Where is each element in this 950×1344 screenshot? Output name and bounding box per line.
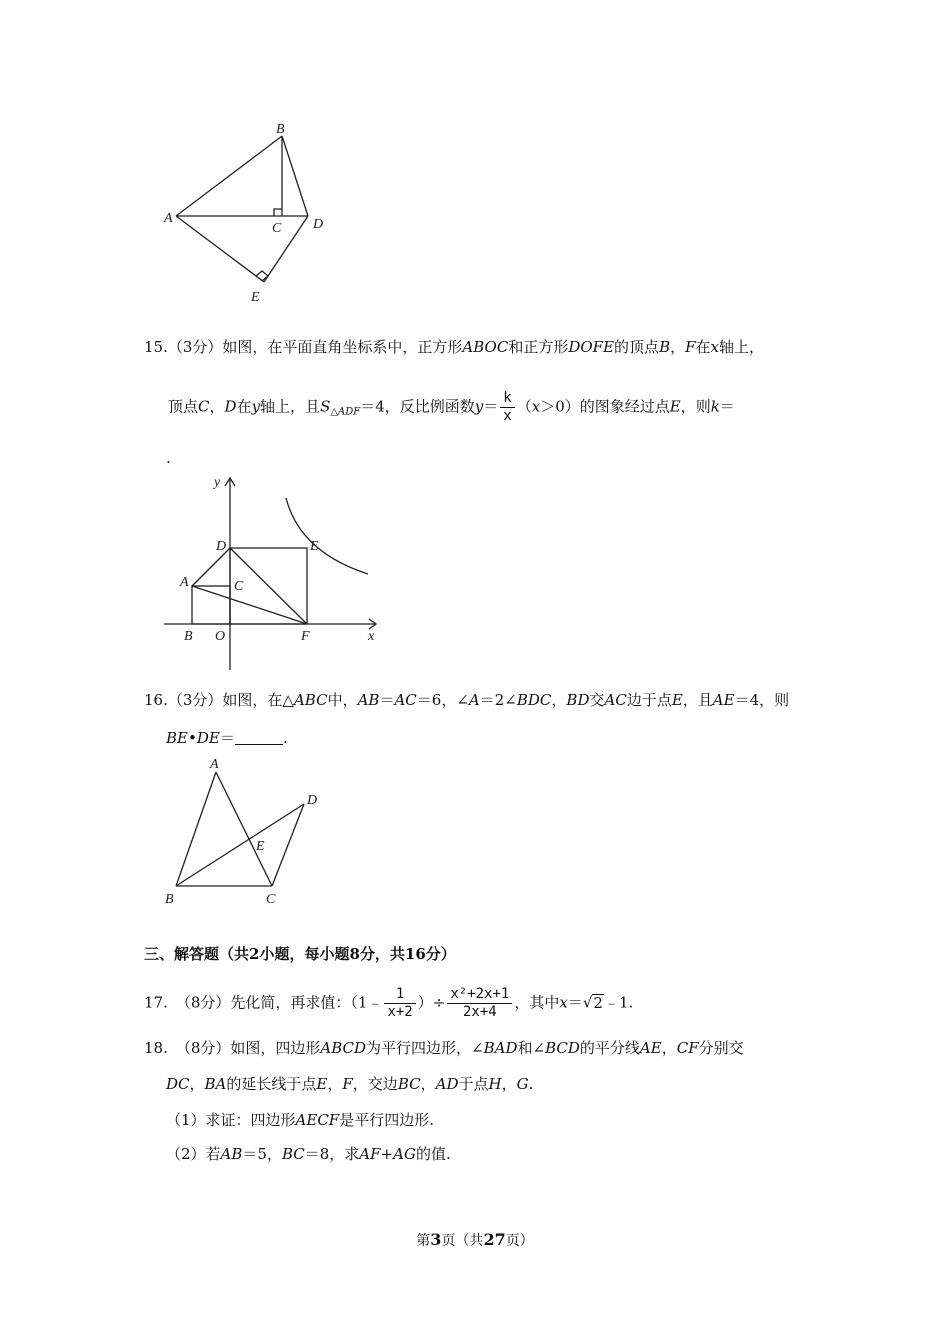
section-heading: 三、解答题（共2小题，每小题8分，共16分）: [144, 945, 456, 963]
q17-line: 17. （8分）先化简，再求值：（1﹣ $\frac{1}{x+2}$ ）÷ $\frac{\text{x²+2x+1}}{2x+4}$ ，其中x＝√2﹣1.: [144, 986, 634, 1020]
label-x: x: [368, 629, 375, 644]
figure-q16: [160, 752, 340, 912]
label-e: E: [251, 290, 260, 305]
label-c: C: [234, 579, 244, 594]
segment-ab: [176, 136, 282, 216]
figure-q15: [160, 470, 390, 675]
q15-line2: 顶点C，D在y轴上，且$S_{\triangle ADF}=4$，反比例函数y＝ $\frac{k}{x}$ （x＞0）的图象经过点E，则k＝: [168, 390, 735, 424]
figure-q14: [160, 118, 340, 308]
fraction-quadratic: $\frac{\text{x²+2x+1}}{2x+4}$: [447, 986, 512, 1021]
label-a: A: [180, 575, 189, 590]
label-b: B: [276, 122, 285, 137]
label-d: D: [216, 539, 227, 554]
label-o: O: [215, 629, 226, 644]
label-a: A: [210, 757, 219, 772]
segment-ab: [176, 772, 216, 886]
q15-line3: .: [166, 449, 171, 467]
label-d: D: [313, 217, 324, 232]
label-y: y: [214, 475, 221, 490]
right-angle-c: [274, 209, 282, 216]
q18-line1: 18. （8分）如图，四边形ABCD为平行四边形，∠BAD和∠BCD的平分线AE，CF分别交: [144, 1039, 744, 1057]
label-a: A: [164, 211, 173, 226]
q18-part1: （1）求证：四边形AECF是平行四边形.: [166, 1111, 434, 1129]
segment-cd: [272, 804, 304, 886]
label-f: F: [301, 629, 310, 644]
label-c: C: [266, 892, 276, 907]
fraction-1-over-x-plus-2: $\frac{1}{x+2}$: [384, 986, 415, 1021]
segment-bd: [176, 804, 304, 886]
label-d: D: [307, 793, 318, 808]
segment-ed: [264, 216, 308, 282]
hyperbola-curve: [286, 498, 368, 574]
segment-bd: [282, 136, 308, 216]
label-e: E: [256, 839, 265, 854]
q15-line1: 15.（3分）如图，在平面直角坐标系中，正方形ABOC和正方形DOFE的顶点B，F在x轴上，: [144, 338, 765, 356]
segment-ae: [176, 216, 264, 282]
label-e: E: [310, 539, 319, 554]
fraction-k-over-x: $\frac{k}{x}$: [500, 390, 514, 425]
sqrt-symbol: √: [582, 993, 593, 1012]
label-c: C: [272, 221, 282, 236]
q16-line2: BE•DE＝ .: [166, 729, 288, 747]
page-footer: 第3页（共27页）: [416, 1230, 534, 1249]
label-b: B: [184, 629, 193, 644]
q18-line2: DC，BA的延长线于点E，F，交边BC，AD于点H，G.: [166, 1075, 534, 1093]
segment-ac: [216, 772, 272, 886]
segment-af: [192, 586, 307, 624]
page-number: 3: [430, 1230, 442, 1249]
page-total: 27: [483, 1230, 506, 1249]
answer-blank[interactable]: [235, 730, 283, 745]
q16-line1: 16.（3分）如图，在△ABC中，AB＝AC＝6，∠A＝2∠BDC，BD交AC边于点E，且AE＝4，则: [144, 691, 790, 709]
label-b: B: [165, 892, 174, 907]
q18-part2: （2）若AB＝5，BC＝8，求AF+AG的值.: [166, 1145, 451, 1163]
